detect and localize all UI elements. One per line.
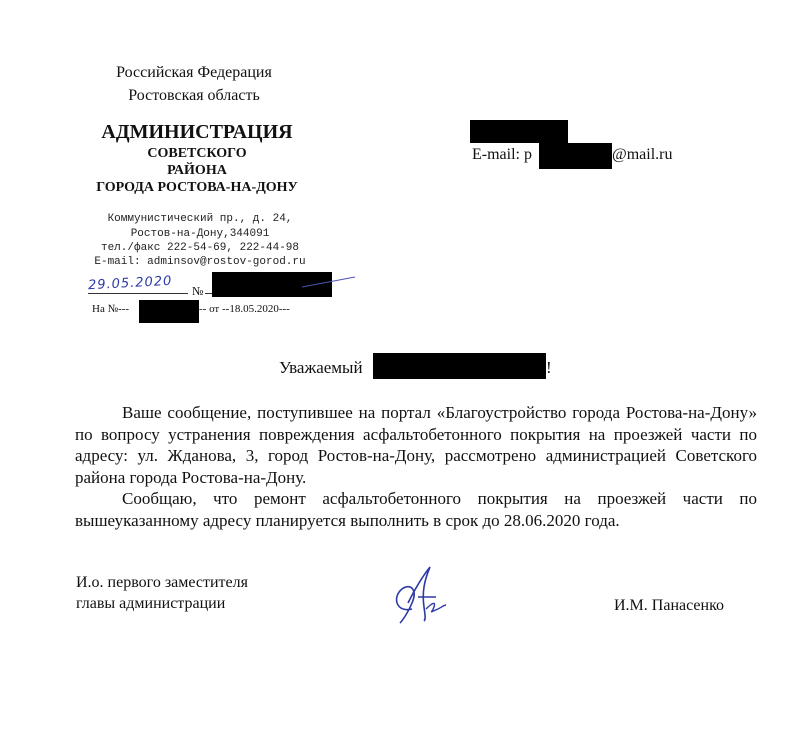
address-line-2: Ростов-на-Дону,344091 — [130, 228, 270, 240]
reply-date: -- от --18.05.2020--- — [199, 303, 290, 315]
outgoing-number-label: № — [192, 284, 204, 298]
body-paragraph-2: Сообщаю, что ремонт асфальтобетонного покрытия на проезжей части по вышеуказанному адресу планируется выполнить в срок до 28.06.2020 года. — [75, 489, 757, 530]
handwritten-outgoing-date: 29.05.2020 — [87, 273, 173, 294]
body-paragraph-1: Ваше сообщение, поступившее на портал «Благоустройство города Ростова-на-Дону» по вопросу устранения повреждения асфальтобетонного покрытия на проезжей части по адресу: ул. Жданова, 3, город Ростов-на-Дону, рассмотрено администрацией Советского района города Ростова-на-Дону. — [75, 403, 757, 487]
pen-mark — [300, 273, 360, 289]
org-city: ГОРОДА РОСТОВА-НА-ДОНУ — [96, 180, 298, 195]
letter-body — [75, 402, 757, 531]
signatory-position-line-1: И.о. первого заместителя — [76, 574, 248, 591]
admin-email-line: E-mail: adminsov@rostov-gorod.ru — [94, 256, 306, 268]
phone-line: тел./факс 222-54-69, 222-44-98 — [100, 242, 300, 254]
recipient-email-label: E-mail: р — [472, 146, 532, 163]
redacted-recipient-email — [539, 143, 612, 169]
signatory-position-line-2: главы администрации — [76, 595, 226, 612]
salutation: Уважаемый — [279, 358, 363, 377]
signatory-name: И.М. Панасенко — [614, 597, 725, 614]
handwritten-signature — [388, 563, 448, 629]
redacted-reply-number — [139, 300, 199, 323]
redacted-recipient-name — [470, 120, 568, 143]
org-district-word: РАЙОНА — [167, 163, 227, 178]
recipient-email-domain: @mail.ru — [612, 146, 673, 163]
reply-prefix: На №--- — [92, 303, 130, 315]
address-line-1: Коммунистический пр., д. 24, — [107, 213, 293, 225]
salutation-end: ! — [546, 358, 552, 377]
country-line: Российская Федерация — [116, 64, 272, 81]
org-title: АДМИНИСТРАЦИЯ — [101, 121, 293, 143]
outgoing-date-underline — [88, 293, 188, 294]
redacted-salutation-name — [373, 353, 546, 379]
region-line: Ростовская область — [128, 87, 260, 104]
org-district: СОВЕТСКОГО — [147, 146, 247, 161]
